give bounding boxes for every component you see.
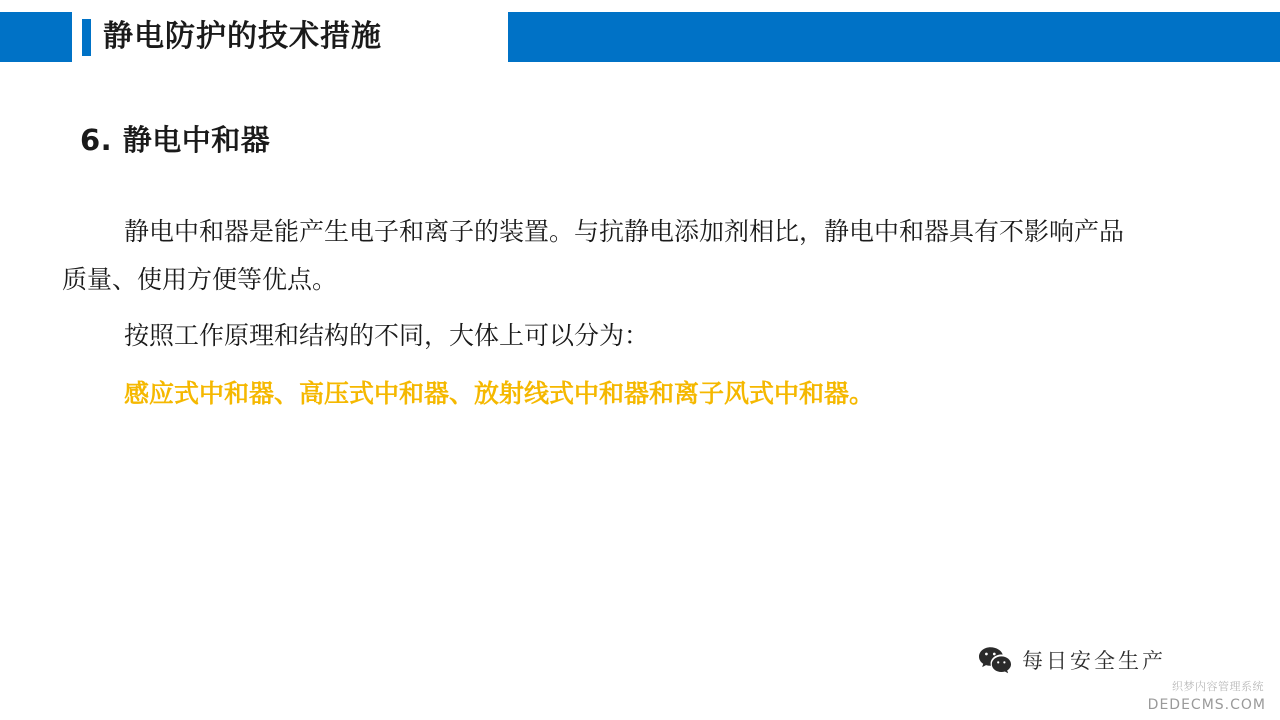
highlighted-list-text: 感应式中和器、高压式中和器、放射线式中和器和离子风式中和器。 — [124, 379, 875, 408]
slide-header — [0, 12, 1280, 62]
site-watermark-en: DEDECMS.COM — [1147, 697, 1266, 713]
page-title: 静电防护的技术措施 — [103, 19, 382, 54]
section-heading: 6. 静电中和器 — [80, 123, 271, 157]
wechat-icon — [978, 646, 1012, 674]
wechat-watermark — [978, 645, 1166, 675]
body-paragraph-2: 按照工作原理和结构的不同，大体上可以分为： — [124, 321, 650, 350]
body-paragraph-1: 静电中和器是能产生电子和离子的装置。与抗静电添加剂相比，静电中和器具有不影响产品质量、使用方便等优点。 — [62, 217, 1125, 294]
wechat-account-name: 每日安全生产 — [1022, 649, 1166, 673]
header-accent-mark — [82, 19, 91, 56]
site-watermark-cn: 织梦内容管理系统 — [1172, 680, 1264, 693]
